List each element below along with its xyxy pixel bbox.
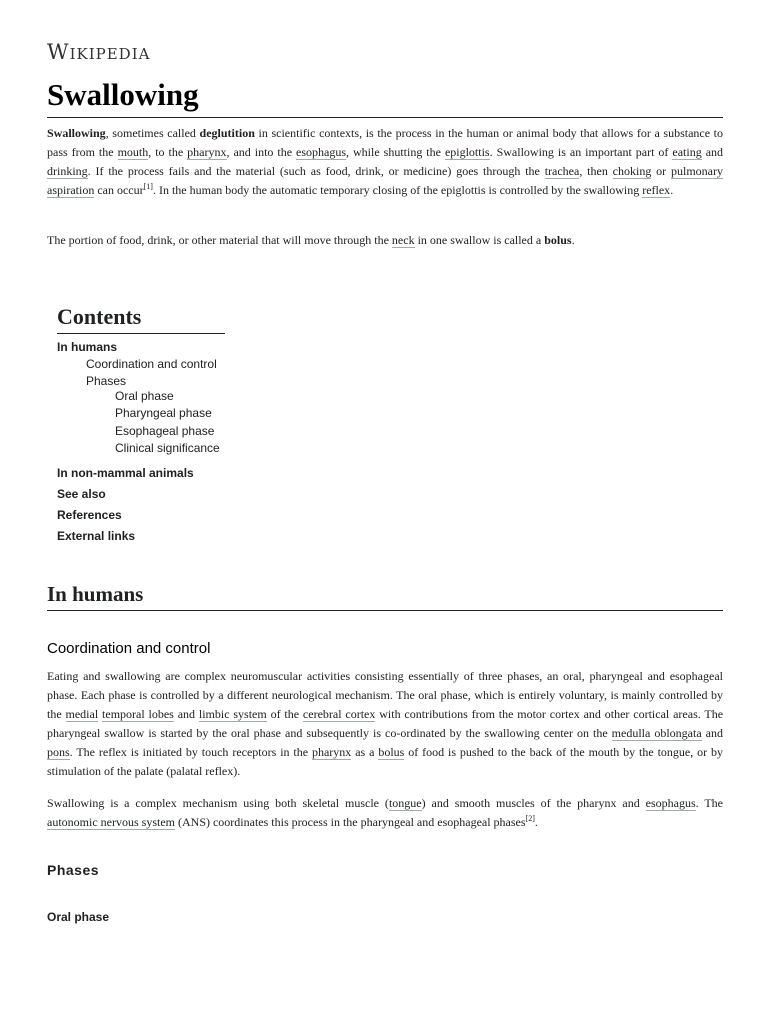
link-esophagus[interactable]: esophagus	[296, 145, 347, 159]
intro-paragraph-2: The portion of food, drink, or other material that will move through the neck in one swallow is called a bolus.	[47, 233, 575, 247]
wikipedia-logo[interactable]: Wikipedia	[47, 40, 151, 64]
link-drinking[interactable]: drinking	[47, 164, 88, 178]
link-pharynx-2[interactable]: pharynx	[311, 745, 352, 759]
coordination-paragraph-1: Eating and swallowing are complex neuromuscular activities consisting essentially of three phases, an oral, pharyngeal and esophageal phase. Each phase is controlled by a different neurological mechanism. The oral phase, which is entirely voluntary, is mainly controlled by the medial temporal lobes and limbic system of the cerebral cortex with contributions from the motor cortex and other cortical areas. The pharyngeal swallow is started by the oral phase and subsequently is co-ordinated by the swallowing center on the medulla oblongata and pons. The reflex is initiated by touch receptors in the pharynx as a bolus of food is pushed to the back of the mouth by the tongue, or by stimulation of the palate (palatal reflex).	[47, 669, 724, 778]
intro-paragraph-1: Swallowing, sometimes called deglutition in scientific contexts, is the process in the human or animal body that allows for a substance to pass from the mouth, to the pharynx, and into the esophagus, while shutting the epiglottis. Swallowing is an important part of eating and drinking. If the process fails and the material (such as food, drink, or medicine) goes through the trachea, then choking or pulmonary aspiration can occur[1]. In the human body the automatic temporary closing of the epiglottis is controlled by the swallowing reflex.	[47, 126, 724, 197]
subsection-heading-oral-phase: Oral phase	[47, 910, 110, 924]
toc-item-non-mammal[interactable]: In non-mammal animals	[57, 466, 194, 480]
toc-item-coordination[interactable]: Coordination and control	[86, 357, 217, 371]
toc-item-see-also[interactable]: See also	[57, 487, 106, 501]
link-choking[interactable]: choking	[612, 164, 652, 178]
link-limbic-system[interactable]: limbic system	[198, 707, 267, 721]
toc-item-references[interactable]: References	[57, 508, 122, 522]
link-medulla-oblongata[interactable]: medulla oblongata	[611, 726, 702, 740]
link-medial[interactable]: medial	[65, 707, 99, 721]
link-neck[interactable]: neck	[391, 233, 415, 247]
toc-item-external-links[interactable]: External links	[57, 529, 136, 543]
link-eating[interactable]: eating	[672, 145, 702, 159]
link-pons[interactable]: pons	[47, 745, 70, 759]
link-temporal-lobes[interactable]: temporal lobes	[102, 707, 174, 721]
link-trachea[interactable]: trachea	[544, 164, 580, 178]
link-mouth[interactable]: mouth	[117, 145, 149, 159]
link-autonomic-nervous-system[interactable]: autonomic nervous system	[47, 815, 175, 829]
toc-item-pharyngeal-phase[interactable]: Pharyngeal phase	[115, 406, 212, 420]
toc-item-clinical-significance[interactable]: Clinical significance	[115, 441, 220, 455]
link-epiglottis[interactable]: epiglottis	[444, 145, 490, 159]
toc-item-oral-phase[interactable]: Oral phase	[115, 389, 174, 403]
subsection-heading-coordination: Coordination and control	[47, 640, 211, 657]
link-pulmonary-aspiration[interactable]: pulmonary aspiration	[47, 164, 723, 197]
toc-item-phases[interactable]: Phases	[86, 374, 127, 388]
toc-item-esophageal-phase[interactable]: Esophageal phase	[115, 424, 215, 438]
subsection-heading-phases: Phases	[47, 862, 100, 878]
reference-2[interactable]: [2]	[525, 814, 535, 823]
page-title: Swallowing	[47, 77, 723, 118]
link-esophagus-2[interactable]: esophagus	[645, 796, 696, 810]
section-heading-in-humans: In humans	[47, 581, 723, 611]
link-tongue[interactable]: tongue	[388, 796, 422, 810]
link-reflex[interactable]: reflex	[642, 183, 671, 197]
link-pharynx[interactable]: pharynx	[187, 145, 227, 159]
table-of-contents	[57, 303, 225, 543]
toc-title: Contents	[57, 303, 225, 334]
coordination-paragraph-2: Swallowing is a complex mechanism using both skeletal muscle (tongue) and smooth muscles of the pharynx and esophagus. The autonomic nervous system (ANS) coordinates this process in the pharyngeal and esophageal phases[2].	[47, 796, 724, 829]
toc-item-in-humans[interactable]: In humans	[57, 340, 118, 354]
link-bolus[interactable]: bolus	[378, 745, 405, 759]
reference-1[interactable]: [1]	[143, 182, 153, 191]
link-cerebral-cortex[interactable]: cerebral cortex	[302, 707, 376, 721]
